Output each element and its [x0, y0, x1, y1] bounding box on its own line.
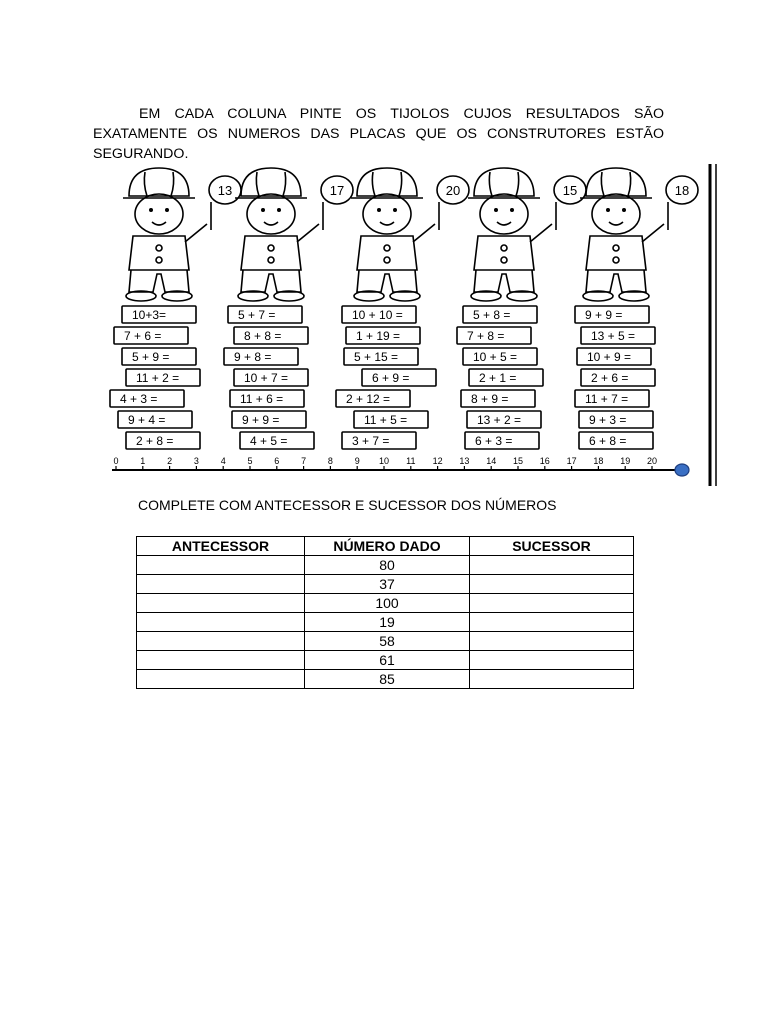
brick-expression: 10 + 5 =	[473, 350, 518, 364]
brick[interactable]	[342, 306, 416, 323]
number-line-label: 2	[167, 456, 173, 466]
sucessor-cell[interactable]	[470, 632, 634, 651]
brick-expression: 10 + 7 =	[244, 371, 289, 385]
table-subtitle: COMPLETE COM ANTECESSOR E SUCESSOR DOS NÚMEROS	[138, 497, 557, 513]
builder-figure	[580, 168, 698, 301]
brick[interactable]	[234, 327, 308, 344]
brick[interactable]	[463, 348, 537, 365]
brick[interactable]	[122, 306, 196, 323]
number-line-label: 17	[566, 456, 577, 466]
sucessor-cell[interactable]	[470, 575, 634, 594]
number-line-label: 20	[646, 456, 658, 466]
numero-cell: 37	[305, 575, 470, 594]
table-row	[137, 632, 634, 651]
number-line-label: 15	[512, 456, 524, 466]
brick-expression: 6 + 9 =	[372, 371, 410, 385]
number-line-label: 9	[354, 456, 360, 466]
numero-cell: 100	[305, 594, 470, 613]
sign-number: 13	[217, 183, 233, 198]
brick[interactable]	[110, 390, 184, 407]
number-line-label: 1	[140, 456, 146, 466]
number-line-label: 3	[193, 456, 199, 466]
brick-expression: 8 + 9 =	[471, 392, 509, 406]
brick[interactable]	[581, 327, 655, 344]
table-row	[137, 594, 634, 613]
brick-expression: 11 + 5 =	[364, 413, 408, 427]
brick[interactable]	[461, 390, 535, 407]
brick-expression: 5 + 8 =	[473, 308, 511, 322]
brick[interactable]	[230, 390, 304, 407]
builders-illustration	[104, 162, 724, 490]
sucessor-cell[interactable]	[470, 556, 634, 575]
brick[interactable]	[228, 306, 302, 323]
number-line-label: 5	[247, 456, 253, 466]
header-antecessor: ANTECESSOR	[137, 537, 305, 556]
brick-expression: 7 + 6 =	[124, 329, 162, 343]
brick[interactable]	[581, 369, 655, 386]
brick-expression: 5 + 15 =	[354, 350, 399, 364]
brick-expression: 10 + 9 =	[587, 350, 632, 364]
number-line-label: 14	[486, 456, 497, 466]
brick[interactable]	[346, 327, 420, 344]
sign-number: 20	[445, 183, 461, 198]
table-row	[137, 651, 634, 670]
brick[interactable]	[463, 306, 537, 323]
brick-expression: 2 + 6 =	[591, 371, 629, 385]
header-numero-dado: NÚMERO DADO	[305, 537, 470, 556]
sucessor-cell[interactable]	[470, 594, 634, 613]
table-row	[137, 613, 634, 632]
brick[interactable]	[342, 432, 416, 449]
antecessor-cell[interactable]	[137, 594, 305, 613]
number-line-label: 11	[406, 456, 416, 466]
brick[interactable]	[579, 411, 653, 428]
instruction-text: EM CADA COLUNA PINTE OS TIJOLOS CUJOS RESULTADOS SÃO EXATAMENTE OS NUMEROS DAS PLACAS QUE OS CONSTRUTORES ESTÃO SEGURANDO.	[93, 106, 664, 162]
brick-expression: 9 + 9 =	[585, 308, 623, 322]
brick[interactable]	[577, 348, 651, 365]
sucessor-cell[interactable]	[470, 651, 634, 670]
brick[interactable]	[224, 348, 298, 365]
numero-cell: 85	[305, 670, 470, 689]
brick[interactable]	[336, 390, 410, 407]
numero-cell: 58	[305, 632, 470, 651]
number-line-label: 0	[113, 456, 119, 466]
sign-number: 18	[674, 183, 690, 198]
brick-expression: 4 + 5 =	[250, 434, 288, 448]
brick[interactable]	[122, 348, 196, 365]
sign-number: 17	[329, 183, 345, 198]
brick-expression: 2 + 1 =	[479, 371, 517, 385]
antecessor-cell[interactable]	[137, 613, 305, 632]
number-line-label: 4	[220, 456, 226, 466]
table-header-row	[137, 537, 634, 556]
brick[interactable]	[457, 327, 531, 344]
brick[interactable]	[114, 327, 188, 344]
brick-expression: 9 + 4 =	[128, 413, 166, 427]
brick-expression: 5 + 9 =	[132, 350, 170, 364]
number-line-label: 12	[432, 456, 443, 466]
brick[interactable]	[126, 369, 200, 386]
builder-figure	[235, 168, 353, 301]
brick[interactable]	[232, 411, 306, 428]
brick[interactable]	[234, 369, 308, 386]
brick[interactable]	[362, 369, 436, 386]
brick[interactable]	[579, 432, 653, 449]
brick[interactable]	[354, 411, 428, 428]
sucessor-cell[interactable]	[470, 613, 634, 632]
brick-expression: 2 + 12 =	[346, 392, 391, 406]
brick[interactable]	[469, 369, 543, 386]
antecessor-cell[interactable]	[137, 575, 305, 594]
antecessor-sucessor-table	[136, 536, 634, 689]
table-row	[137, 556, 634, 575]
table-row	[137, 575, 634, 594]
number-line-label: 6	[274, 456, 280, 466]
numero-cell: 80	[305, 556, 470, 575]
brick[interactable]	[126, 432, 200, 449]
brick-expression: 9 + 8 =	[234, 350, 272, 364]
brick-expression: 10 + 10 =	[352, 308, 403, 322]
sign-number: 15	[562, 183, 578, 198]
number-line-label: 8	[327, 456, 333, 466]
antecessor-cell[interactable]	[137, 632, 305, 651]
brick-expression: 13 + 2 =	[477, 413, 522, 427]
number-line-label: 13	[459, 456, 470, 466]
builder-figure	[351, 168, 469, 301]
brick-expression: 11 + 2 =	[136, 371, 180, 385]
brick[interactable]	[118, 411, 192, 428]
brick[interactable]	[575, 390, 649, 407]
brick-expression: 4 + 3 =	[120, 392, 158, 406]
antecessor-cell[interactable]	[137, 556, 305, 575]
number-line-label: 19	[620, 456, 631, 466]
antecessor-cell[interactable]	[137, 651, 305, 670]
number-line-end-dot	[675, 464, 689, 476]
number-line-label: 10	[378, 456, 390, 466]
brick[interactable]	[344, 348, 418, 365]
brick-expression: 13 + 5 =	[591, 329, 636, 343]
brick-expression: 11 + 7 =	[585, 392, 629, 406]
brick-expression: 6 + 8 =	[589, 434, 627, 448]
brick-expression: 5 + 7 =	[238, 308, 276, 322]
brick-expression: 7 + 8 =	[467, 329, 505, 343]
brick-expression: 11 + 6 =	[240, 392, 284, 406]
sucessor-cell[interactable]	[470, 670, 634, 689]
numero-cell: 19	[305, 613, 470, 632]
antecessor-cell[interactable]	[137, 670, 305, 689]
number-line-label: 16	[539, 456, 550, 466]
brick[interactable]	[467, 411, 541, 428]
brick-expression: 2 + 8 =	[136, 434, 174, 448]
header-sucessor: SUCESSOR	[470, 537, 634, 556]
builder-figure	[123, 168, 241, 301]
brick-expression: 9 + 9 =	[242, 413, 280, 427]
brick-expression: 3 + 7 =	[352, 434, 390, 448]
table-row	[137, 670, 634, 689]
brick[interactable]	[575, 306, 649, 323]
builder-figure	[468, 168, 586, 301]
brick-expression: 10+3=	[132, 308, 167, 322]
brick-expression: 1 + 19 =	[356, 329, 401, 343]
brick-expression: 6 + 3 =	[475, 434, 513, 448]
brick-expression: 9 + 3 =	[589, 413, 627, 427]
number-line-label: 18	[593, 456, 604, 466]
number-line-label: 7	[301, 456, 307, 466]
numero-cell: 61	[305, 651, 470, 670]
brick-expression: 8 + 8 =	[244, 329, 282, 343]
brick[interactable]	[465, 432, 539, 449]
brick[interactable]	[240, 432, 314, 449]
